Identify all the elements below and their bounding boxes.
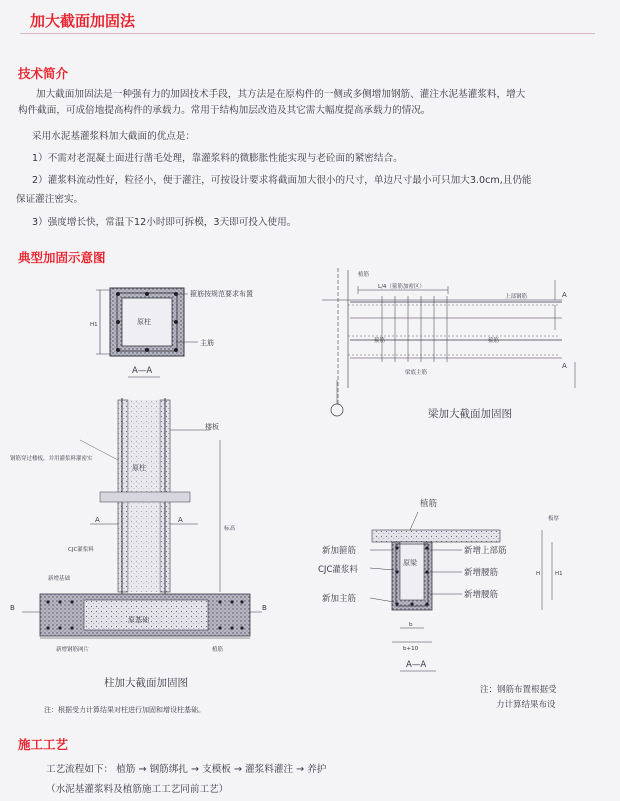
column-section-dim-label: H1 (90, 322, 98, 328)
column-section-a-left: A (95, 516, 100, 524)
beam-section-h-label: H (536, 571, 541, 577)
column-original-label: 原柱 (132, 464, 146, 472)
column-caption: 柱加大截面加固图 (104, 677, 188, 689)
flow-arrow-3: → (233, 764, 243, 775)
beam-section-caption: A—A (406, 660, 427, 670)
beam-section-h1-label: H1 (555, 571, 563, 577)
flow-step-binding: 钢筋绑扎 (149, 764, 188, 775)
construction-flow (46, 762, 326, 777)
flow-step-curing: 养护 (307, 764, 327, 775)
column-cjc-label: CJC灌浆料 (68, 547, 94, 553)
flow-step-formwork: 支模板 (202, 764, 231, 775)
beam-section-b-label: b (409, 622, 413, 628)
beam-elevation-diagram (322, 268, 575, 420)
column-section-original-label: 原柱 (137, 318, 151, 326)
intro-point2-line2: 保证灌注密实。 (16, 194, 84, 205)
construction-heading: 施工工艺 (18, 737, 69, 752)
column-section-main-label: 主筋 (200, 339, 214, 347)
flow-step-planting: 植筋 (116, 764, 136, 775)
flow-step-grouting: 灌浆料灌注 (245, 764, 294, 775)
column-through-slab-label: 钢筋穿过楼板，并用灌浆料灌密实 (10, 456, 93, 462)
intro-para1-line2: 构件截面，可成倍地提高构件的承载力。常用于结构加层改造及其它需大幅度提高承载力的情况。 (18, 105, 431, 116)
beam-section-b10-label: b+10 (403, 646, 419, 652)
flow-arrow-4: → (296, 764, 305, 775)
typical-heading: 典型加固示意图 (18, 250, 106, 265)
flow-arrow-2: → (191, 764, 200, 775)
column-section-b-left: B (10, 604, 15, 612)
beam-section-new-main-label: 新加主筋 (322, 594, 357, 604)
beam-section-mark-top: A (562, 291, 567, 299)
column-new-mesh-label: 新增钢筋网片 (56, 647, 90, 653)
beam-section-new-waist2-label: 新增腰筋 (464, 590, 499, 600)
beam-top-rebar-label: 上部钢筋 (505, 294, 528, 300)
beam-section-slab-thk-label: 板厚 (548, 516, 560, 522)
beam-section-cjc-label: CJC灌浆料 (318, 565, 358, 575)
intro-point3: 3）强度增长快，常温下12小时即可拆模，3天即可投入使用。 (32, 217, 297, 228)
beam-section-planting-label: 植筋 (420, 499, 438, 509)
beam-section-mark-bottom: A (562, 362, 567, 370)
column-section-caption: A—A (132, 366, 153, 376)
beam-l4-label: L/4（箍筋加密区） (378, 284, 425, 290)
column-new-foundation-label: 新增基础 (48, 576, 71, 582)
intro-point1: 1）不需对老混凝土面进行凿毛处理，靠灌浆料的微膨胀性能实现与老砼面的紧密结合。 (32, 153, 403, 164)
beam-section-original-label: 原梁 (403, 559, 417, 567)
intro-para1-line1: 加大截面加固法是一种强有力的加固技术手段，其方法是在原构件的一侧或多侧增加钢筋、灌注水泥基灌浆料，增大 (36, 89, 526, 100)
construction-footnote: （水泥基灌浆料及植筋施工工艺同前工艺） (46, 784, 229, 795)
beam-section-note-line2: 力计算结果布设 (496, 700, 556, 710)
column-height-label: 标高 (224, 526, 236, 532)
flow-arrow-1: → (138, 764, 147, 775)
column-note: 注：根据受力计算结果对柱进行加固和增设柱基础。 (44, 706, 205, 714)
column-elevation-diagram (10, 398, 267, 714)
column-original-foundation-label: 原基础 (128, 616, 149, 624)
column-section-a-right: A (178, 516, 183, 524)
column-slab-label: 楼板 (205, 423, 219, 431)
beam-caption: 梁加大截面加固图 (428, 408, 512, 420)
intro-advantages-intro: 采用水泥基灌浆料加大截面的优点是： (32, 131, 196, 142)
beam-section-note-line1: 注：钢筋布置根据受 (480, 685, 557, 695)
beam-section-new-top-label: 新增上部筋 (464, 546, 507, 556)
beam-section-new-stirrup-label: 新加箍筋 (322, 546, 357, 556)
column-planting-label: 植筋 (212, 647, 224, 653)
intro-heading: 技术简介 (18, 66, 69, 81)
beam-stirrup-label: 箍筋 (374, 338, 386, 344)
column-section-b-right: B (262, 604, 267, 612)
beam-rebar-label: 箍筋 (488, 338, 500, 344)
flow-prefix: 工艺流程如下： (46, 764, 114, 775)
beam-bottom-main-label: 梁底主筋 (405, 370, 428, 376)
column-section-diagram (90, 288, 253, 377)
column-section-stirrup-label: 箍筋按规范要求布置 (190, 290, 253, 298)
beam-planting-label: 植筋 (358, 272, 370, 278)
beam-section-new-waist1-label: 新增腰筋 (464, 568, 499, 578)
intro-point2-line1: 2）灌浆料流动性好，粒径小，便于灌注，可按设计要求将截面加大很小的尺寸，单边尺寸最小可只加大3.0cm,且仍能 (32, 175, 532, 186)
page-title: 加大截面加固法 (30, 12, 136, 30)
beam-section-diagram (318, 498, 563, 710)
